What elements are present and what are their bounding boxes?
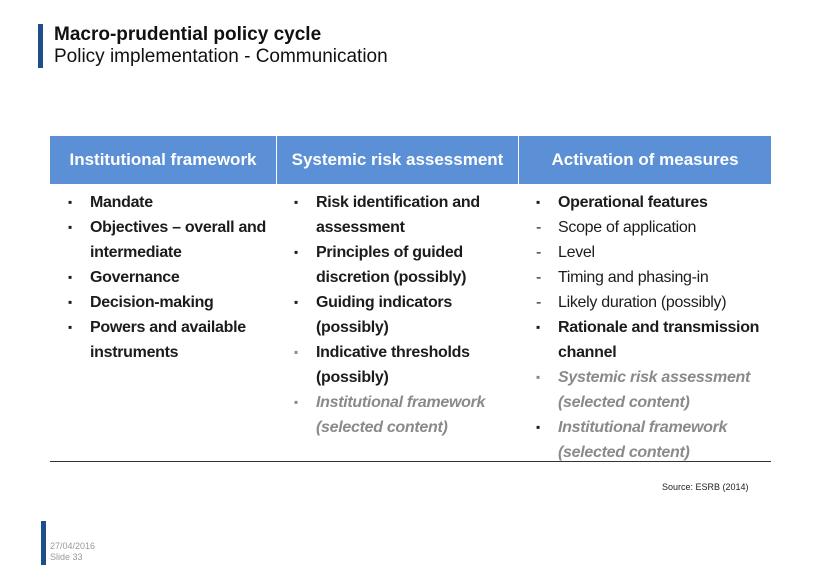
footer-slide-number: Slide 33 xyxy=(50,552,83,562)
list-item xyxy=(68,190,276,215)
bullet-marker: ▪ xyxy=(68,295,72,309)
table-bottom-rule xyxy=(50,461,771,462)
list-item-text: Principles of guided discretion (possibly) xyxy=(316,244,467,286)
footer-accent-bar xyxy=(41,521,46,565)
list-item xyxy=(294,340,518,390)
bullet-marker: ▪ xyxy=(68,320,72,334)
list-item-text: Governance xyxy=(90,269,180,286)
table-body-row xyxy=(50,184,771,462)
list-item xyxy=(68,315,276,365)
column-systemic-risk-assessment xyxy=(276,184,518,462)
dash-marker: - xyxy=(536,294,542,311)
list-item xyxy=(536,365,771,415)
title-main: Macro-prudential policy cycle xyxy=(54,24,322,45)
header-institutional-framework: Institutional framework xyxy=(69,150,257,169)
list-item xyxy=(294,240,518,290)
header-systemic-risk-assessment: Systemic risk assessment xyxy=(276,136,518,184)
bullet-marker: ▪ xyxy=(294,295,298,309)
list-item-text: Mandate xyxy=(90,194,153,211)
list-item-text: Scope of application xyxy=(558,219,697,236)
bullet-marker: ▪ xyxy=(536,320,540,334)
bullet-marker: ▪ xyxy=(536,420,540,434)
list-item xyxy=(68,265,276,290)
bullet-marker: ▪ xyxy=(68,270,72,284)
source-note: Source: ESRB (2014) xyxy=(662,482,749,492)
list-item-text: Timing and phasing-in xyxy=(558,269,709,286)
list-item-text: Risk identification and assessment xyxy=(316,194,480,236)
title-accent-bar xyxy=(38,24,43,68)
list-item-text: Decision-making xyxy=(90,294,214,311)
bullet-marker: ▪ xyxy=(294,245,298,259)
table-header-row xyxy=(50,136,771,184)
list-item xyxy=(536,315,771,365)
list-item-text: Likely duration (possibly) xyxy=(558,294,727,311)
list-item xyxy=(536,265,771,290)
dash-marker: - xyxy=(536,244,542,261)
list-item-text: Systemic risk assessment (selected content) xyxy=(558,369,751,411)
list-item-text: Guiding indicators (possibly) xyxy=(316,294,452,336)
list-item xyxy=(536,290,771,315)
list-item-text: Rationale and transmission channel xyxy=(558,319,760,361)
bullet-marker: ▪ xyxy=(536,370,540,384)
column-activation-of-measures xyxy=(518,184,771,462)
dash-marker: - xyxy=(536,219,542,236)
list-item xyxy=(294,390,518,440)
slide-title xyxy=(54,24,388,68)
list-item xyxy=(536,190,771,215)
list-item-text: Indicative thresholds (possibly) xyxy=(316,344,470,386)
bullet-marker: ▪ xyxy=(536,195,540,209)
list-item-text: Objectives – overall and intermediate xyxy=(90,219,266,261)
list-item-text: Institutional framework (selected content) xyxy=(316,394,486,436)
bullet-marker: ▪ xyxy=(68,220,72,234)
policy-table xyxy=(50,136,771,463)
list-item xyxy=(68,290,276,315)
dash-marker: - xyxy=(536,269,542,286)
list-item xyxy=(536,215,771,240)
list-item xyxy=(294,290,518,340)
footer xyxy=(50,541,95,563)
list-item xyxy=(536,240,771,265)
bullet-marker: ▪ xyxy=(294,195,298,209)
footer-date: 27/04/2016 xyxy=(50,541,96,551)
bullet-marker: ▪ xyxy=(68,195,72,209)
list-item xyxy=(68,215,276,265)
title-subtitle: Policy implementation - Communication xyxy=(54,46,388,67)
list-item xyxy=(536,415,771,465)
list-item-text: Level xyxy=(558,244,595,261)
list-item xyxy=(294,190,518,240)
header-activation-of-measures: Activation of measures xyxy=(518,136,771,184)
list-item-text: Institutional framework (selected content) xyxy=(558,419,728,461)
column-institutional-framework xyxy=(50,184,276,462)
list-item-text: Operational features xyxy=(558,194,708,211)
bullet-marker: ▪ xyxy=(294,345,298,359)
bullet-marker: ▪ xyxy=(294,395,298,409)
list-item-text: Powers and available instruments xyxy=(90,319,246,361)
